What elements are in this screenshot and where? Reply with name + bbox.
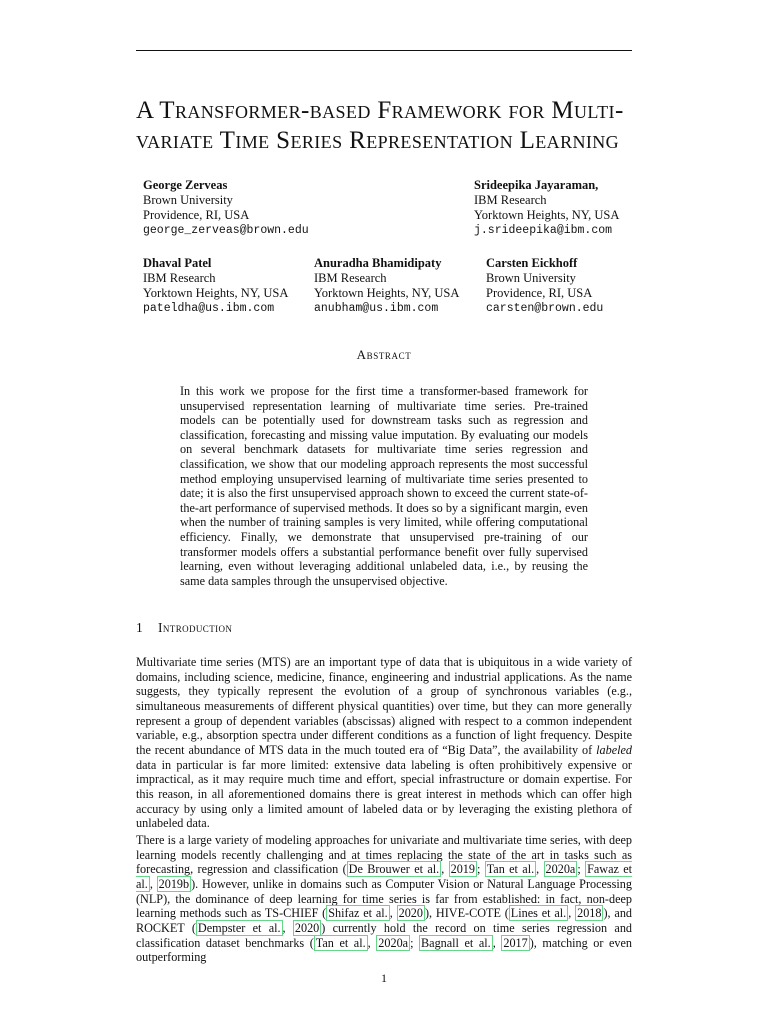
paragraph-text: , [536, 862, 544, 877]
paper-title: A Transformer-based Framework for Multi-variate Time Series Representation Learning [136, 97, 624, 154]
author-block [486, 256, 603, 316]
citation-link[interactable]: Shifaz et al. [328, 906, 388, 921]
paragraph-text: data in particular is far more limited: extensive data labeling is often prohibitively expensive or impractical, as it may require much time and effort, special infrastructure or domain expertise. For this reason, in all aforementioned domains there is great interest in methods which can offer high accuracy by using only a limited amount of labeled data or by leveraging the existing plethora of unlabeled data. [136, 757, 632, 831]
intro-paragraph [136, 833, 632, 965]
citation-link[interactable]: 2018 [577, 906, 602, 921]
author-email[interactable]: carsten@brown.edu [486, 302, 604, 315]
paragraph-text: , [492, 935, 502, 950]
paragraph-text: , [282, 920, 293, 935]
abstract-heading: Abstract [356, 347, 412, 362]
citation-link[interactable]: Lines et al. [510, 906, 567, 921]
author-location: Providence, RI, USA [143, 208, 250, 222]
paragraph-text: ). However, unlike in domains such as Computer Vision or Natural Language Processing (NLP), the dominance of deep learning for time series is far from established: in fact, non-deep learning methods such as TS-CHIEF ( [136, 876, 632, 921]
author-name: Srideepika Jayaraman, [474, 178, 599, 192]
author-affiliation: IBM Research [143, 271, 216, 285]
intro-paragraph [136, 655, 632, 831]
author-name: George Zerveas [143, 178, 228, 192]
emphasis-text: labeled [596, 742, 632, 757]
paragraph-text: , [568, 906, 576, 921]
citation-link[interactable]: 2020a [545, 862, 576, 877]
citation-link[interactable]: Tan et al. [315, 935, 366, 950]
citation-link[interactable]: 2019 [450, 862, 475, 877]
author-block [143, 178, 309, 238]
citation-link[interactable]: Fawaz et al. [136, 862, 633, 891]
section-title: Introduction [158, 620, 233, 635]
author-location: Yorktown Heights, NY, USA [474, 208, 620, 222]
author-location: Yorktown Heights, NY, USA [143, 286, 289, 300]
abstract-text: In this work we propose for the first time a transformer-based framework for unsupervised representation learning of multivariate time series. Pre-trained models can be potentially used for downstream tasks such as regression and classification, forecasting and missing value imputation. By evaluating our models on several benchmark datasets for multivariate time series regression and classification, we show that our modeling approach represents the most successful method employing unsupervised learning of multivariate time series presented to date; it is also the first unsupervised approach shown to exceed the current state-of-the-art performance of supervised methods. It does so by a significant margin, even when the number of training samples is very limited, while offering computational efficiency. Finally, we demonstrate that unsupervised pre-training of our transformer models offers a substantial performance benefit over fully supervised learning, even without leveraging additional unlabeled data, i.e., by reusing the same data samples through the unsupervised objective. [180, 384, 588, 588]
citation-link[interactable]: 2020 [294, 920, 320, 935]
author-name: Anuradha Bhamidipaty [314, 256, 442, 270]
citation-link[interactable]: Tan et al. [486, 862, 535, 877]
author-email[interactable]: george_zerveas@brown.edu [143, 224, 309, 237]
paragraph-text: ; [577, 862, 586, 877]
section-number: 1 [136, 620, 144, 635]
paragraph-text: , [389, 906, 397, 921]
author-email[interactable]: pateldha@us.ibm.com [143, 302, 275, 315]
citation-link[interactable]: 2020 [398, 906, 423, 921]
author-name: Carsten Eickhoff [486, 256, 578, 270]
citation-link[interactable]: Bagnall et al. [421, 935, 491, 950]
author-email[interactable]: j.srideepika@ibm.com [474, 224, 613, 237]
paragraph-text: Multivariate time series (MTS) are an important type of data that is ubiquitous in a wide variety of domains, including science, medicine, finance, engineering and industrial applications. As the name suggests, they typically represent the evolution of a group of synchronous variables (e.g., simultaneous measurements of different physical quantities) over time, but they can more generally represent a group of dependent variables (abscissas) aligned with respect to a common independent variable, e.g., absorption spectra under different conditions as a function of light frequency. Despite the recent abundance of MTS data in the much touted era of “Big Data”, the availability of [136, 655, 632, 757]
page-number: 1 [381, 971, 387, 985]
author-name: Dhaval Patel [143, 256, 212, 270]
author-affiliation: IBM Research [474, 193, 547, 207]
author-location: Providence, RI, USA [486, 286, 593, 300]
author-affiliation: Brown University [486, 271, 576, 285]
author-block [314, 256, 459, 316]
author-email[interactable]: anubham@us.ibm.com [314, 302, 439, 315]
paragraph-text: There is a large variety of modeling approaches for univariate and multivariate time series, with deep learning models recently challenging and at times replacing the state of the art in tasks such as forecasting, regression and classification ( [136, 833, 632, 877]
citation-link[interactable]: Dempster et al. [197, 920, 281, 935]
citation-link[interactable]: 2017 [503, 935, 528, 950]
citation-link[interactable]: De Brouwer et al. [348, 862, 440, 877]
paragraph-text: ), HIVE-COTE ( [424, 906, 509, 921]
paragraph-text: , [367, 935, 377, 950]
top-rule [136, 50, 632, 51]
section-heading [136, 620, 232, 636]
paragraph-text: ; [410, 935, 420, 950]
author-location: Yorktown Heights, NY, USA [314, 286, 460, 300]
author-affiliation: Brown University [143, 193, 233, 207]
author-block [474, 178, 619, 238]
author-affiliation: IBM Research [314, 271, 387, 285]
paragraph-text: ), and ROCKET ( [136, 906, 633, 935]
author-block [143, 256, 288, 316]
paragraph-text: , [149, 876, 157, 891]
citation-link[interactable]: 2020a [378, 935, 409, 950]
paragraph-text: ) currently hold the record on time series regression and classification dataset benchmarks ( [136, 920, 633, 950]
citation-link[interactable]: 2019b [158, 876, 190, 891]
paragraph-text: ; [476, 862, 485, 877]
paragraph-text: , [441, 862, 449, 877]
paragraph-text: ), matching or even outperforming [136, 935, 633, 965]
